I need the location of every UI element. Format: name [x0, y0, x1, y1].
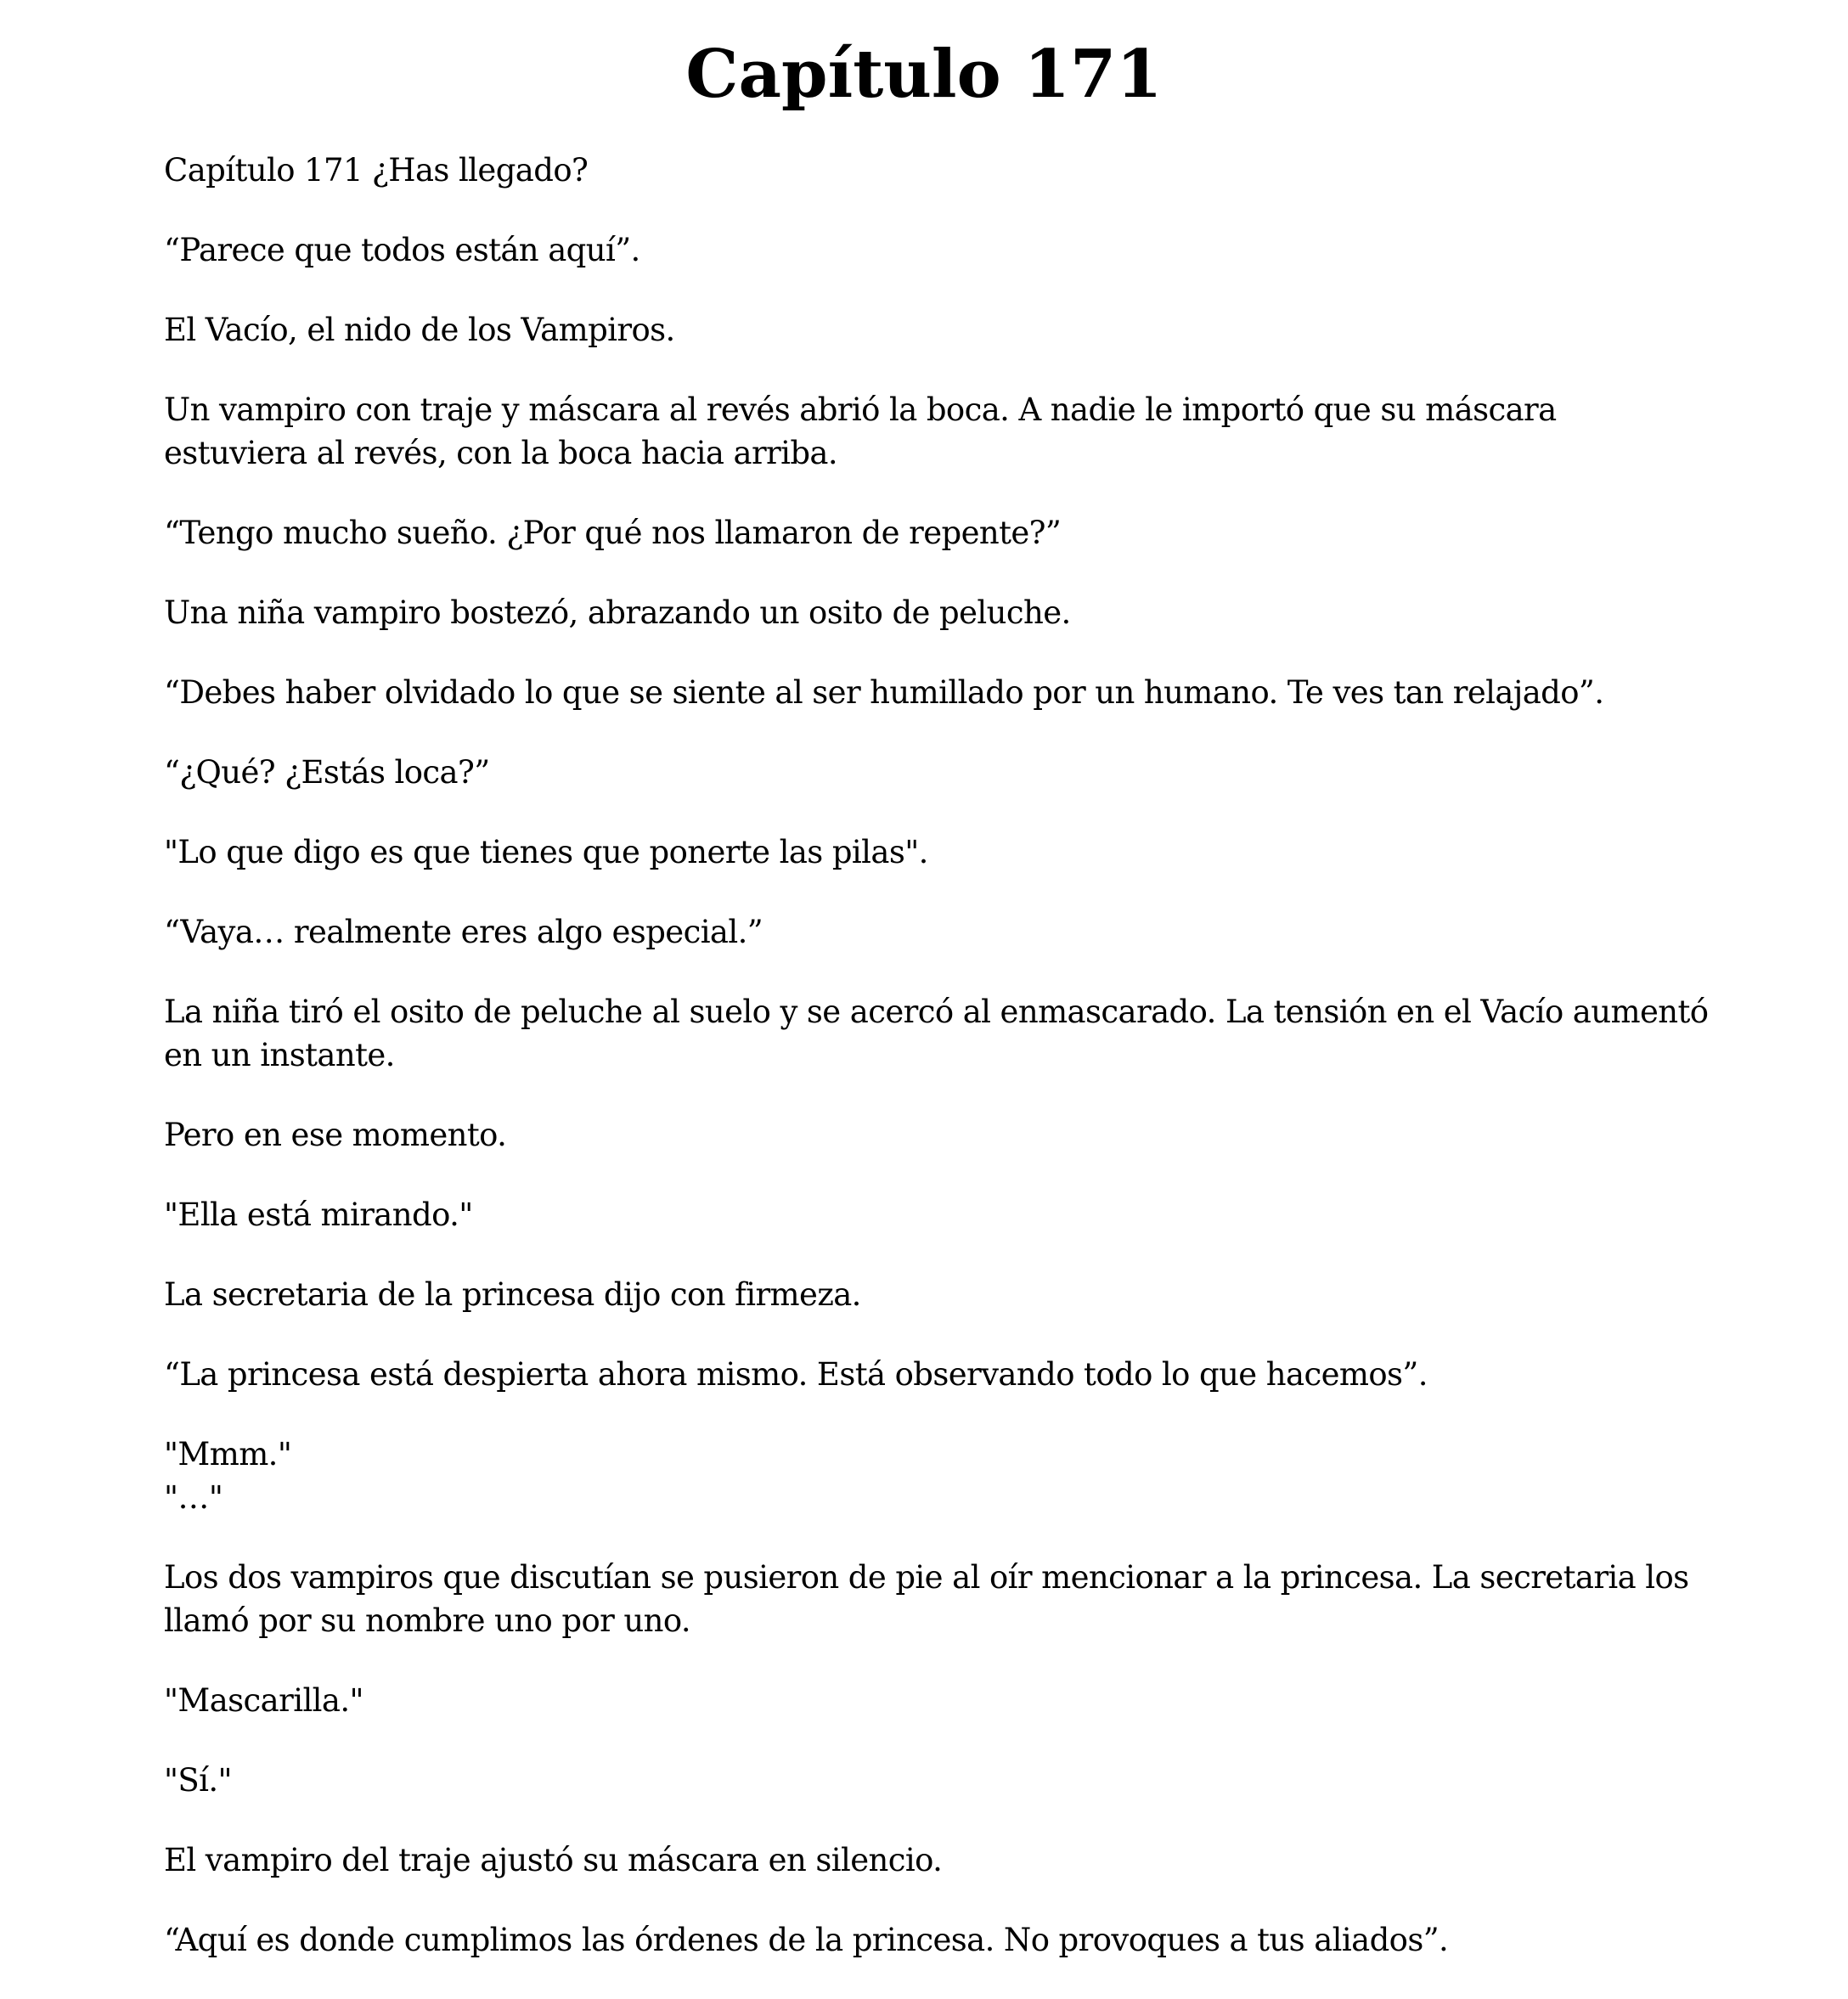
paragraph: “Vaya… realmente eres algo especial.” — [164, 914, 763, 950]
paragraph: El Vacío, el nido de los Vampiros. — [164, 312, 675, 348]
paragraph: Capítulo 171 ¿Has llegado? — [164, 152, 589, 189]
paragraph: Un vampiro con traje y máscara al revés abrió la boca. A nadie le importó que su máscara estuviera al revés, con la boca hacia arriba. — [164, 391, 1557, 471]
paragraph: “¿Qué? ¿Estás loca?” — [164, 754, 490, 791]
paragraph: El vampiro del traje ajustó su máscara en silencio. — [164, 1842, 943, 1878]
paragraph: "Sí." — [164, 1762, 232, 1799]
paragraph: "Mascarilla." — [164, 1682, 363, 1719]
paragraph: “Tengo mucho sueño. ¿Por qué nos llamaron de repente?” — [164, 515, 1062, 551]
paragraph: "Mmm." "…" — [164, 1436, 292, 1516]
paragraph: "Lo que digo es que tienes que ponerte las pilas". — [164, 834, 928, 870]
paragraph: Una niña vampiro bostezó, abrazando un osito de peluche. — [164, 594, 1071, 631]
paragraph: “Parece que todos están aquí”. — [164, 232, 640, 268]
paragraph: La niña tiró el osito de peluche al suelo y se acercó al enmascarado. La tensión en el Vacío aumentó en un instante. — [164, 994, 1709, 1073]
paragraph: "Ella está mirando." — [164, 1197, 473, 1233]
paragraph: “Debes haber olvidado lo que se siente al ser humillado por un humano. Te ves tan relajado”. — [164, 674, 1604, 711]
paragraph: Pero en ese momento. — [164, 1117, 507, 1153]
paragraph: La secretaria de la princesa dijo con firmeza. — [164, 1276, 861, 1313]
chapter-title: Capítulo 171 — [685, 36, 1163, 113]
chapter-body — [164, 149, 1727, 1998]
paragraph: “Aquí es donde cumplimos las órdenes de la princesa. No provoques a tus aliados”. — [164, 1922, 1449, 1958]
paragraph: Los dos vampiros que discutían se pusieron de pie al oír mencionar a la princesa. La secretaria los llamó por su nombre uno por uno. — [164, 1559, 1689, 1639]
paragraph: “La princesa está despierta ahora mismo. Está observando todo lo que hacemos”. — [164, 1356, 1428, 1393]
